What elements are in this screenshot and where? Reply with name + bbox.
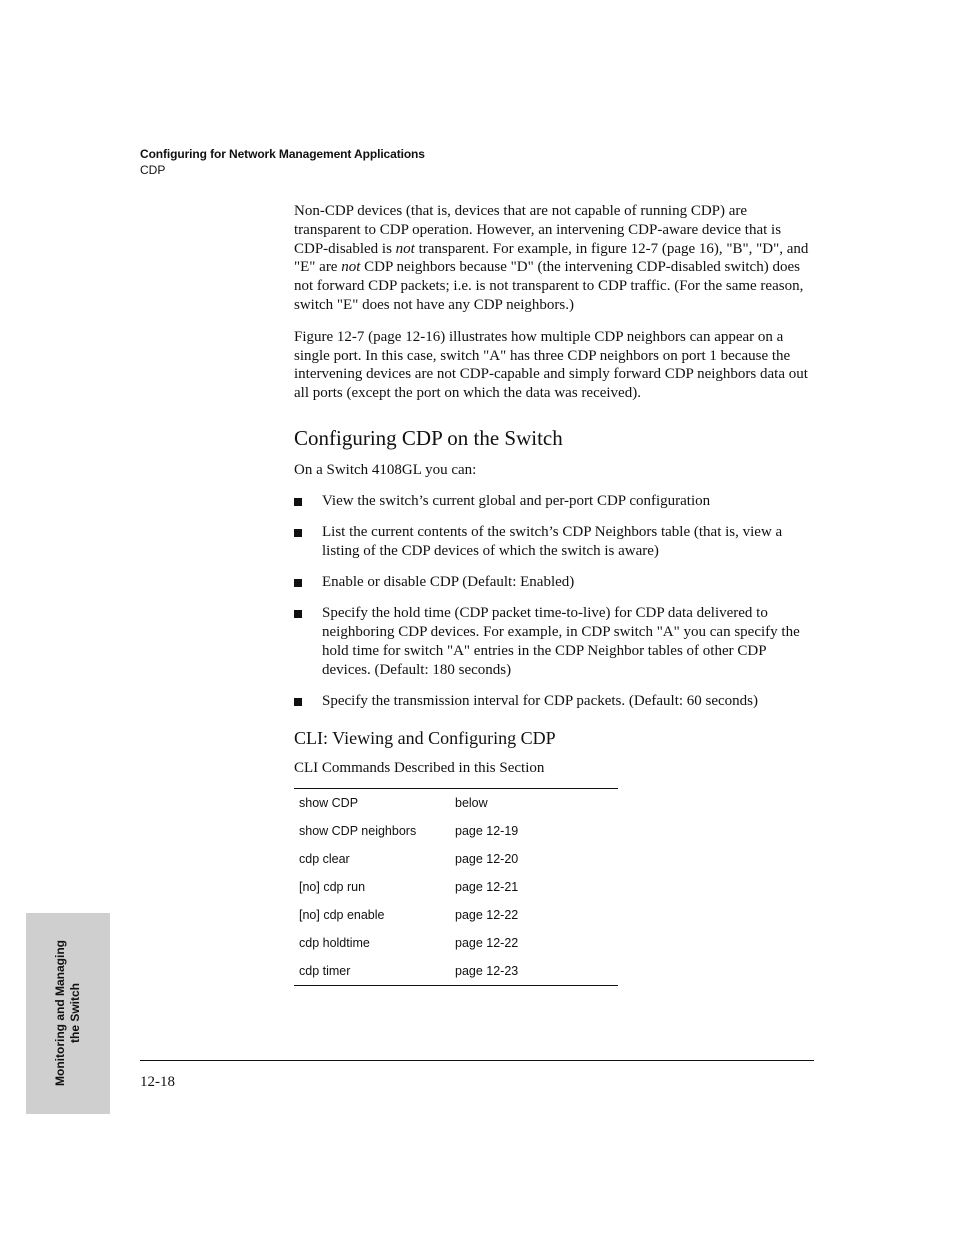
command-cell: cdp holdtime	[299, 935, 370, 950]
list-item	[294, 523, 814, 561]
list-item	[294, 692, 814, 711]
thumb-tab-line-2: the Switch	[68, 982, 82, 1044]
table-row	[294, 957, 618, 986]
section-heading: Configuring CDP on the Switch	[294, 425, 563, 450]
thumb-tab-line-1: Monitoring and Managing	[53, 940, 67, 1086]
p1-text-c: CDP neighbors because "D" (the intervening CDP-disabled switch) does not forward CDP packets; i.e. is not transparent to CDP traffic. (For the same reason, switch "E" does not have any CDP neighbors.)	[294, 259, 804, 313]
command-cell: [no] cdp run	[299, 879, 366, 894]
table-row	[294, 901, 618, 929]
command-cell: cdp clear	[299, 851, 350, 866]
bullet-square-icon	[294, 610, 302, 618]
table-row	[294, 788, 618, 817]
page-ref-cell: page 12-20	[455, 851, 519, 866]
bullet-square-icon	[294, 498, 302, 506]
footer-divider	[140, 1060, 814, 1061]
list-item	[294, 604, 814, 679]
page-number: 12-18	[140, 1074, 175, 1090]
table-row	[294, 929, 618, 957]
main-content	[294, 202, 814, 986]
cli-commands-table	[294, 788, 618, 986]
list-item	[294, 573, 814, 592]
page-ref-cell: below	[455, 795, 488, 810]
table-caption: CLI Commands Described in this Section	[294, 759, 545, 776]
table-row	[294, 873, 618, 901]
p1-text-b: transparent. For example, in figure 12-7 (page 16), "B", "D", and "E" are	[294, 240, 809, 276]
page-ref-cell: page 12-23	[455, 963, 519, 978]
intro-paragraph-1	[294, 202, 814, 315]
p1-emphasis-not-1: not	[395, 240, 415, 257]
capability-list	[294, 492, 814, 711]
chapter-title: Configuring for Network Management Applications	[140, 147, 425, 161]
page-ref-cell: page 12-22	[455, 935, 519, 950]
thumb-tab-label	[53, 940, 83, 1086]
page-ref-cell: page 12-19	[455, 823, 519, 838]
running-header	[140, 146, 425, 178]
page-ref-cell: page 12-21	[455, 879, 519, 894]
command-cell: show CDP neighbors	[299, 823, 417, 838]
list-item-text: Enable or disable CDP (Default: Enabled)	[322, 574, 575, 591]
bullet-square-icon	[294, 529, 302, 537]
command-cell: cdp timer	[299, 963, 351, 978]
bullet-square-icon	[294, 698, 302, 706]
page-ref-cell: page 12-22	[455, 907, 519, 922]
table-row	[294, 845, 618, 873]
table-row	[294, 817, 618, 845]
section-title: CDP	[140, 163, 166, 177]
p1-emphasis-not-2: not	[341, 259, 361, 276]
list-item	[294, 492, 814, 511]
list-item-text: List the current contents of the switch’s CDP Neighbors table (that is, view a listing of the CDP devices of which the switch is aware)	[322, 524, 783, 559]
bullet-square-icon	[294, 579, 302, 587]
list-item-text: Specify the transmission interval for CDP packets. (Default: 60 seconds)	[322, 693, 759, 710]
section-lead: On a Switch 4108GL you can:	[294, 461, 477, 478]
intro-paragraph-2: Figure 12-7 (page 12-16) illustrates how multiple CDP neighbors can appear on a single port. In this case, switch "A" has three CDP neighbors on port 1 because the intervening devices are not CDP-capable and simply forward CDP neighbors data out all ports (except the port on which the data was received).	[294, 328, 808, 402]
command-cell: [no] cdp enable	[299, 907, 385, 922]
list-item-text: Specify the hold time (CDP packet time-to-live) for CDP data delivered to neighboring CDP devices. For example, in CDP switch "A" you can specify the hold time for switch "A" entries in the CDP Neighbor tables of other CDP devices. (Default: 180 seconds)	[322, 605, 800, 678]
command-cell: show CDP	[299, 795, 359, 810]
cli-subheading: CLI: Viewing and Configuring CDP	[294, 727, 556, 748]
chapter-thumb-tab	[26, 913, 110, 1114]
list-item-text: View the switch’s current global and per-port CDP configuration	[322, 492, 711, 509]
p1-text-a: Non-CDP devices (that is, devices that are not capable of running CDP) are transparent to CDP operation. However, an intervening CDP-aware device that is CDP-disabled is	[294, 203, 782, 257]
